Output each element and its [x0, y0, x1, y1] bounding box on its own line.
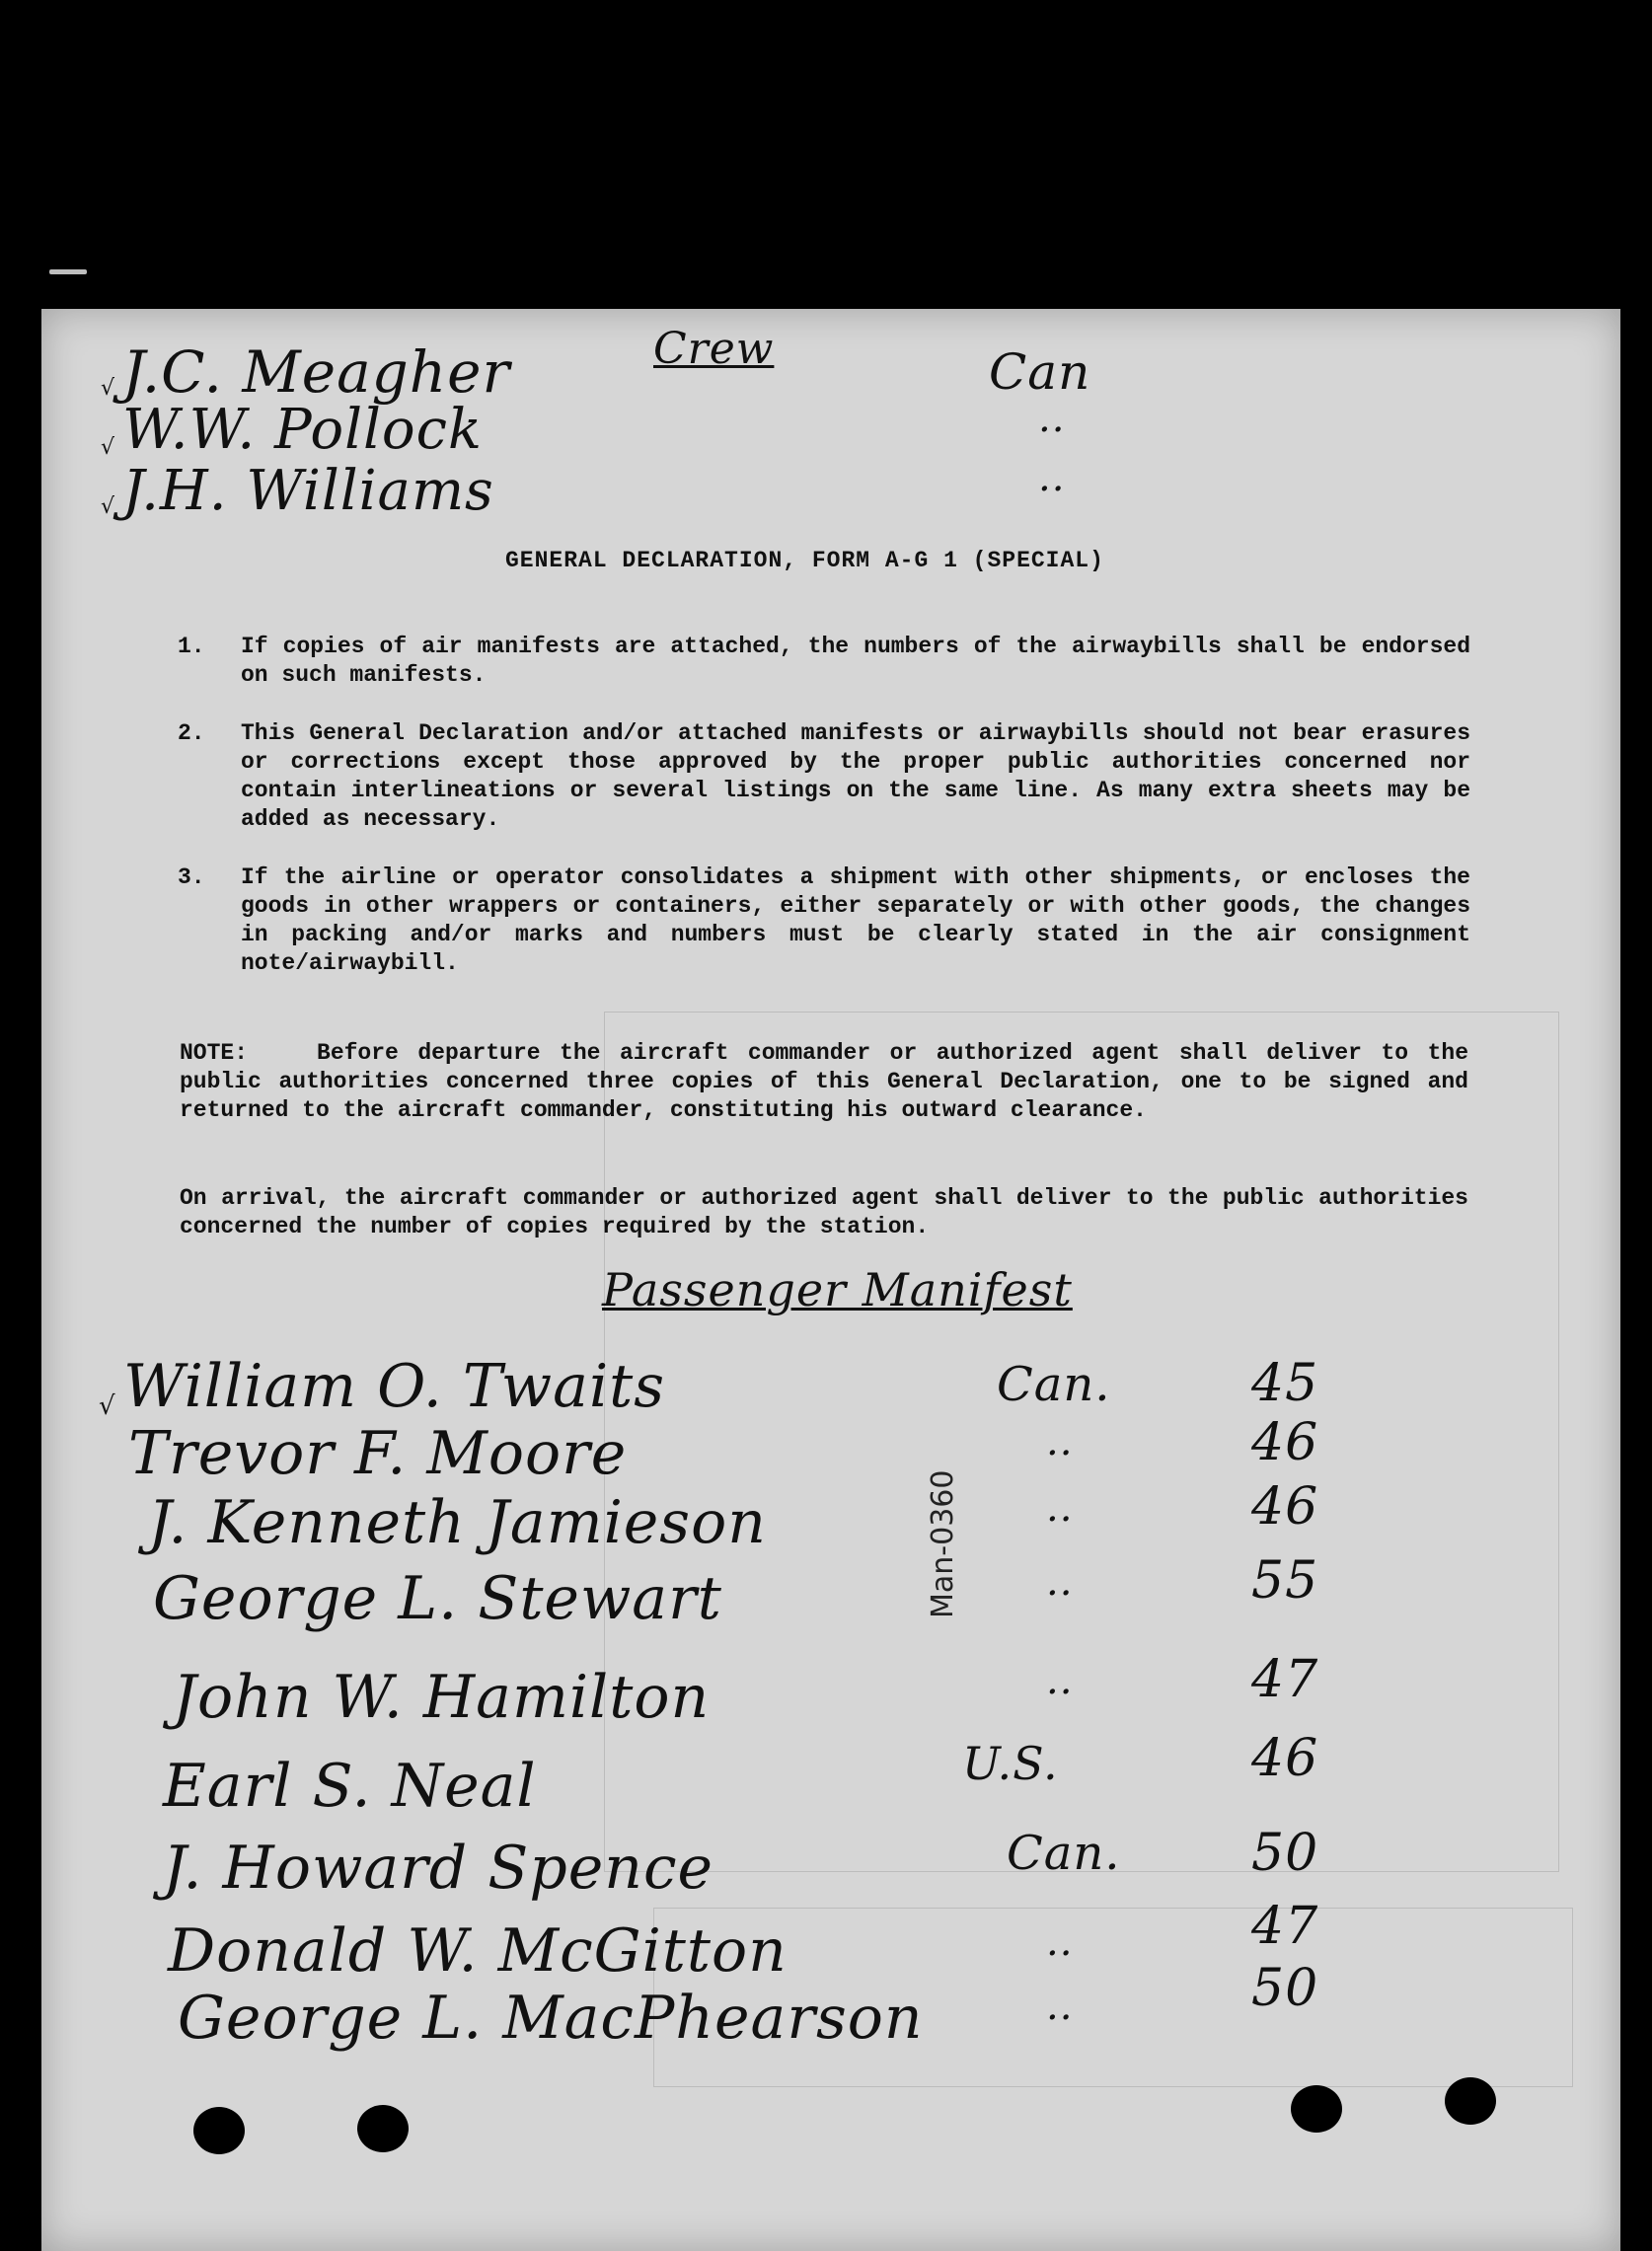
passenger-name: George L. MacPhearson: [178, 1984, 924, 2053]
form-item-text: This General Declaration and/or attached manifests or airwaybills should not bear erasures or corrections except those approved by the proper public authorities concerned nor contain interlineations or several listings on the same line. As many extra sheets may be added as necessary.: [241, 720, 1470, 832]
passenger-nationality: ..: [1046, 1419, 1074, 1464]
passenger-age: 55: [1251, 1551, 1319, 1611]
crew-name-3: J.H. Williams: [122, 459, 494, 523]
crew-check-3: √: [101, 494, 116, 519]
scan-edge-mark: [49, 269, 87, 274]
crew-nationality-2: ..: [1038, 396, 1066, 441]
form-item-number: 2.: [178, 720, 205, 746]
punch-hole: [357, 2105, 409, 2152]
crew-heading: Crew: [653, 324, 775, 374]
passenger-nationality: Can.: [1007, 1826, 1121, 1881]
crew-nationality-1: Can: [989, 343, 1091, 401]
crew-check-2: √: [101, 435, 116, 460]
passenger-name: J. Kenneth Jamieson: [148, 1488, 767, 1557]
passenger-nationality: U.S.: [962, 1737, 1059, 1790]
passenger-age: 50: [1251, 1824, 1319, 1883]
passenger-name: Trevor F. Moore: [128, 1419, 628, 1488]
passenger-nationality: ..: [1046, 1485, 1074, 1531]
form-item-number: 3.: [178, 864, 205, 890]
passenger-nationality: Can.: [997, 1357, 1111, 1412]
note-text: Before departure the aircraft commander or authorized agent shall deliver to the public authorities concerned three copies of this General Declaration, one to be signed and returned to the aircraft commander, constituting his outward clearance.: [180, 1040, 1468, 1123]
manifest-heading: Passenger Manifest: [602, 1263, 1073, 1316]
punch-hole: [193, 2107, 245, 2154]
passenger-name: J. Howard Spence: [163, 1834, 714, 1903]
note-label: NOTE:: [180, 1040, 249, 1066]
passenger-age: 47: [1251, 1897, 1319, 1956]
passenger-name: Donald W. McGitton: [168, 1916, 788, 1986]
punch-hole: [1445, 2077, 1496, 2125]
punch-hole: [1291, 2085, 1342, 2133]
form-title: GENERAL DECLARATION, FORM A-G 1 (SPECIAL): [505, 548, 1104, 573]
passenger-age: 46: [1251, 1413, 1319, 1472]
passenger-age: 45: [1251, 1354, 1319, 1413]
form-item-text: If copies of air manifests are attached, the numbers of the airwaybills shall be endorsed on such manifests.: [241, 634, 1470, 688]
passenger-name: Earl S. Neal: [163, 1752, 537, 1821]
crew-nationality-3: ..: [1038, 455, 1066, 500]
passenger-name: John W. Hamilton: [173, 1663, 711, 1732]
crew-name-1: J.C. Meagher: [122, 338, 511, 406]
passenger-age: 50: [1251, 1959, 1319, 2018]
bleed-through-box: [604, 1012, 1559, 1872]
passenger-nationality: ..: [1046, 1919, 1074, 1965]
form-item-number: 1.: [178, 634, 205, 659]
arrival-paragraph: On arrival, the aircraft commander or authorized agent shall deliver to the public authorities concerned the number of copies required by the station.: [180, 1185, 1468, 1239]
passenger-check: √: [99, 1391, 116, 1421]
passenger-name: George L. Stewart: [153, 1564, 722, 1633]
crew-name-2: W.W. Pollock: [122, 398, 483, 462]
passenger-nationality: ..: [1046, 1658, 1074, 1703]
passenger-age: 46: [1251, 1477, 1319, 1537]
passenger-name: William O. Twaits: [123, 1352, 666, 1421]
form-item-text: If the airline or operator consolidates a shipment with other shipments, or encloses the goods in other wrappers or containers, either separately or with other goods, the changes in packing and/or marks and numbers must be clearly stated in the air consignment note/airwaybill.: [241, 864, 1470, 976]
crew-check-1: √: [101, 376, 116, 401]
passenger-age: 47: [1251, 1650, 1319, 1709]
passenger-age: 46: [1251, 1729, 1319, 1788]
manifest-stamp-number: Man-0360: [926, 1469, 960, 1618]
passenger-nationality: ..: [1046, 1984, 1074, 2029]
note-paragraph: [180, 1039, 1468, 1125]
passenger-nationality: ..: [1046, 1559, 1074, 1605]
